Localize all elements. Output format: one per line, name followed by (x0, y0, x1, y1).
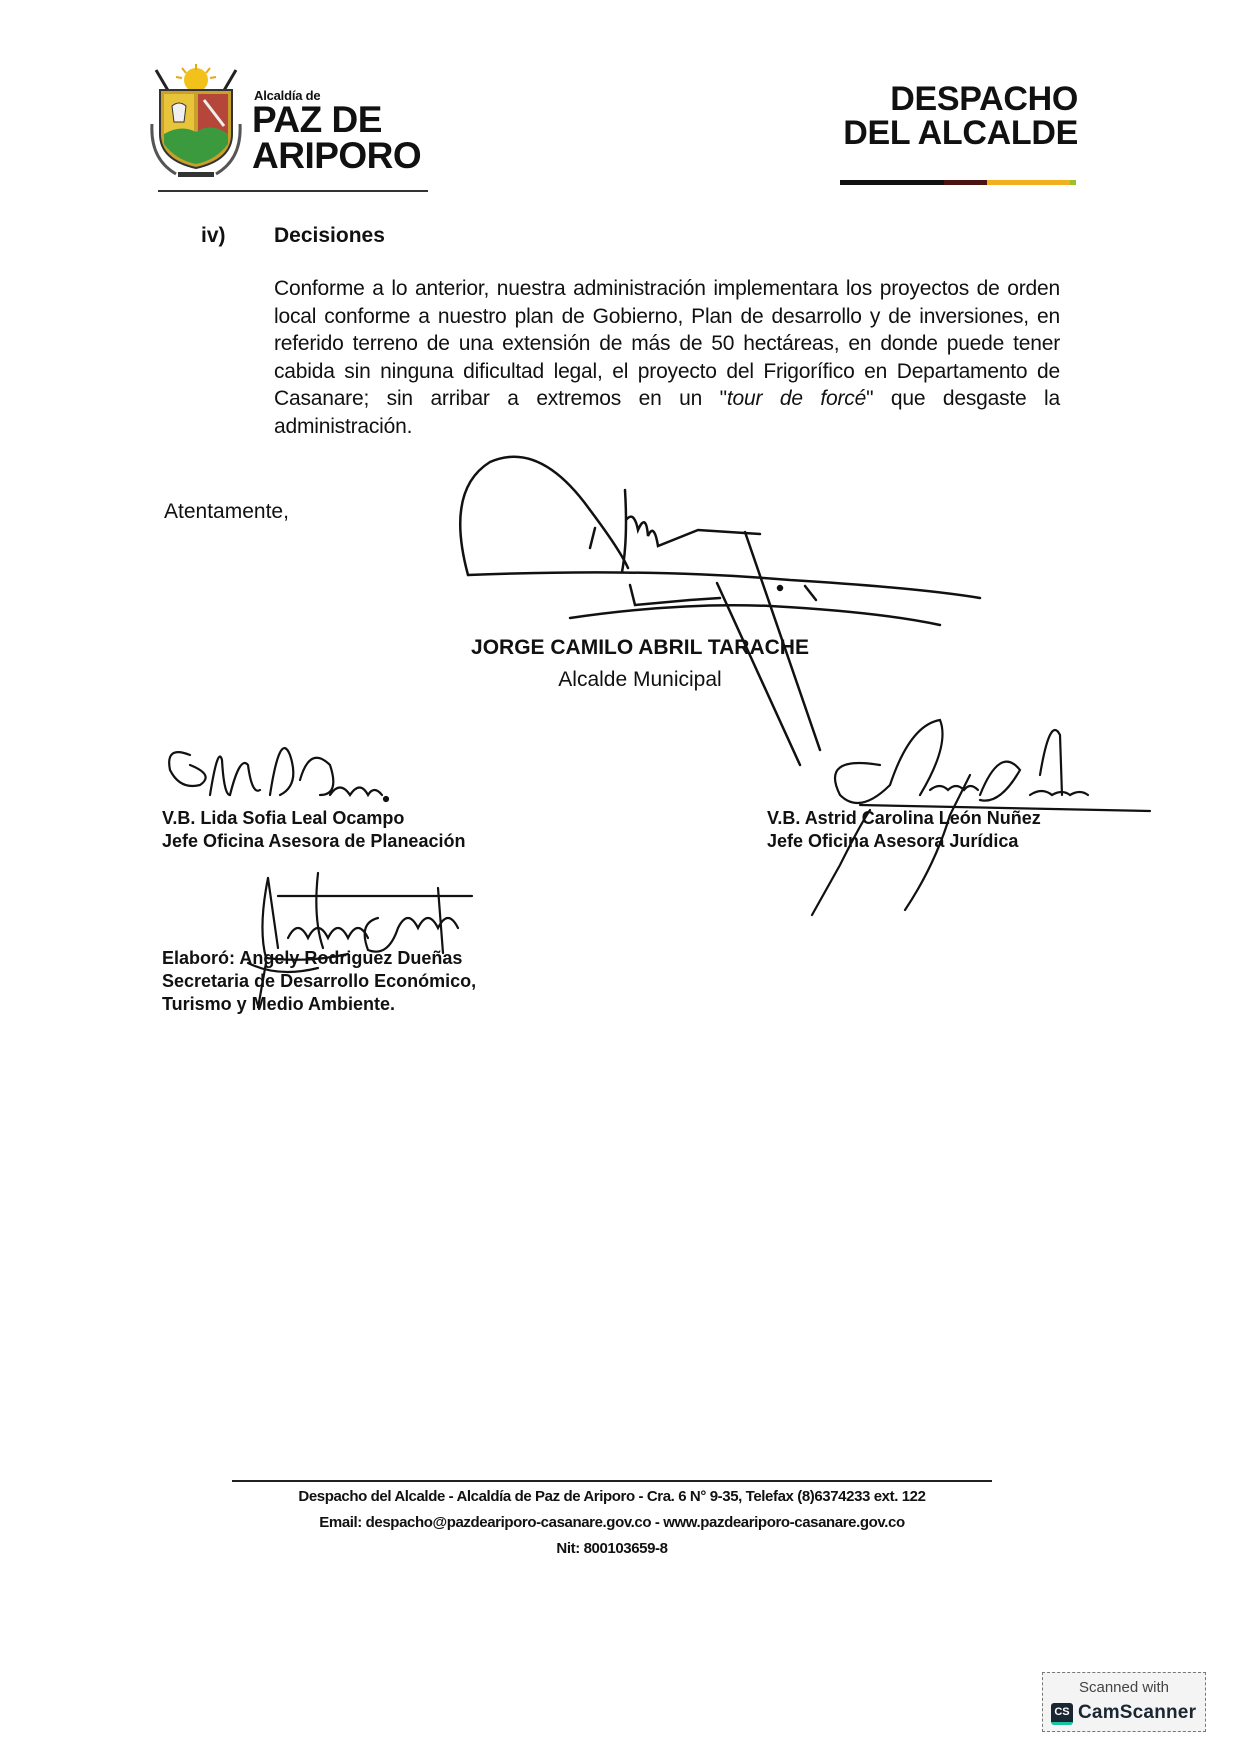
watermark-caption: Scanned with (1078, 1679, 1170, 1696)
footer-divider (232, 1480, 992, 1482)
logo-title (252, 99, 422, 176)
mayor-signature-icon (450, 450, 1010, 770)
signer-name: JORGE CAMILO ABRIL TARACHE (471, 636, 809, 659)
logo-subtitle: Alcaldía de (254, 88, 321, 103)
municipal-crest-icon (146, 64, 246, 186)
prepared-by-role-line2: Turismo y Medio Ambiente. (162, 994, 396, 1014)
approver-left-name: V.B. Lida Sofia Leal Ocampo (162, 808, 405, 828)
signer-role: Alcalde Municipal (558, 668, 722, 691)
section-number: iv) (201, 224, 226, 247)
office-title (830, 82, 1078, 150)
paragraph-text: Conforme a lo anterior, nuestra administración implementara los proyectos de orden local conforme a nuestro plan de Gobierno, Plan de desarrollo y de inversiones, en referido terreno de una extensión de más de 50 hectáreas, en donde puede tener cabida sin ninguna dificultad legal, el proyecto del Frigorífico en Departamento de Casanare; sin arribar a extremos en un " (274, 277, 1060, 410)
paragraph-text-end: " que desgaste la administración. (274, 387, 1060, 438)
closing-salutation: Atentamente, (164, 500, 289, 523)
approver-right-role: Jefe Oficina Asesora Jurídica (767, 831, 1019, 851)
office-title-line1: DESPACHO (890, 80, 1078, 118)
office-color-bar (840, 180, 1076, 185)
footer-nit: Nit: 800103659-8 (556, 1540, 668, 1557)
camscanner-watermark (1042, 1672, 1206, 1732)
paragraph-italic-phrase: tour de forcé (726, 387, 867, 410)
watermark-brand: CamScanner (1078, 1702, 1197, 1723)
footer-address: Despacho del Alcalde - Alcaldía de Paz de Ariporo - Cra. 6 N° 9-35, Telefax (8)6374233 ext. 122 (298, 1488, 926, 1505)
footer-contact: Email: despacho@pazdeariporo-casanare.gov.co - www.pazdeariporo-casanare.gov.co (319, 1514, 905, 1531)
office-title-line2: DEL ALCALDE (843, 114, 1078, 152)
section-title: Decisiones (274, 224, 385, 247)
prepared-by-name: Elaboró: Angely Rodriguez Dueñas (162, 948, 463, 968)
logo-title-line2: ARIPORO (252, 135, 422, 176)
approver-left-role: Jefe Oficina Asesora de Planeación (162, 831, 466, 851)
logo-title-line1: PAZ DE (252, 99, 382, 140)
logo-divider (158, 190, 428, 192)
camscanner-logo-icon: CS (1051, 1703, 1073, 1725)
prepared-by-role-line1: Secretaria de Desarrollo Económico, (162, 971, 477, 991)
decision-paragraph (274, 275, 1060, 440)
approver-right-name: V.B. Astrid Carolina León Nuñez (767, 808, 1041, 828)
